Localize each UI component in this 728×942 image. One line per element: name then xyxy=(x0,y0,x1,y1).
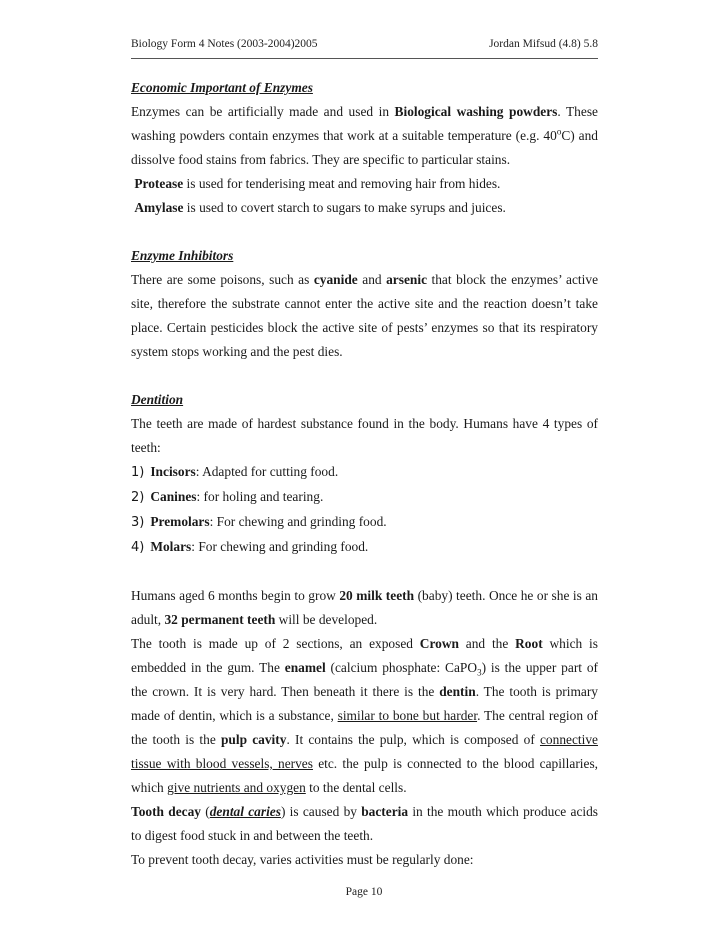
bold-term: cyanide xyxy=(313,272,358,287)
page-number: Page 10 xyxy=(345,886,383,898)
bold-term: pulp cavity xyxy=(220,732,287,747)
text: C) and dissolve food stains from fabrics. They are specific to particular stains. xyxy=(131,128,598,167)
list-number: 3) xyxy=(131,515,145,530)
bold-term: Tooth decay xyxy=(131,804,201,819)
text: ( xyxy=(201,804,210,819)
bold-term: bacteria xyxy=(361,804,409,819)
text: The tooth is made up of 2 sections, an exposed xyxy=(131,636,420,651)
text: in the mouth which produce acids to digest food stuck in and between the teeth. xyxy=(131,804,599,843)
section-heading-dentition: Dentition xyxy=(131,392,184,407)
paragraph-protease xyxy=(131,172,598,196)
paragraph-inhibitors xyxy=(131,268,598,364)
text: will be developed. xyxy=(275,612,378,627)
bold-term: enamel xyxy=(284,660,326,675)
text: : For chewing and grinding food. xyxy=(209,514,387,529)
paragraph-tooth-structure xyxy=(131,632,598,800)
text: (calcium phosphate: CaPO xyxy=(325,660,478,675)
paragraph-milk-teeth xyxy=(131,584,598,632)
text: . The central region of the tooth is the xyxy=(131,708,598,747)
text: : For chewing and grinding food. xyxy=(191,539,369,554)
spacer xyxy=(131,560,598,584)
page-body xyxy=(131,76,598,872)
list-number: 4) xyxy=(131,540,145,555)
bold-term: Amylase xyxy=(134,200,184,215)
underlined-text: similar to bone but harder xyxy=(337,708,478,723)
section-heading-enzymes: Economic Important of Enzymes xyxy=(131,80,313,95)
list-item xyxy=(131,535,598,560)
header-title: Biology Form 4 Notes (2003-2004)2005 xyxy=(131,38,318,50)
underlined-term: dental caries xyxy=(209,804,281,819)
header-author: Jordan Mifsud (4.8) 5.8 xyxy=(489,38,598,50)
bold-term: Molars xyxy=(150,539,192,554)
text: Humans aged 6 months begin to grow xyxy=(131,588,340,603)
bold-term: Biological washing powders xyxy=(394,104,558,119)
text: . These washing powders contain enzymes that work at a suitable temperature (e.g. 40 xyxy=(131,104,598,143)
bold-term: arsenic xyxy=(386,272,428,287)
list-item xyxy=(131,460,598,485)
paragraph-washing-powders xyxy=(131,100,598,172)
bold-term: Canines xyxy=(150,489,197,504)
text: There are some poisons, such as xyxy=(131,272,314,287)
text: (baby) teeth. Once he or she is an adult, xyxy=(131,588,598,627)
text: : Adapted for cutting food. xyxy=(195,464,339,479)
bold-term: Root xyxy=(515,636,543,651)
text: : for holing and tearing. xyxy=(196,489,324,504)
list-item xyxy=(131,485,598,510)
page-header xyxy=(131,38,598,50)
text: ) is the upper part of the crown. It is very hard. Then beneath it there is the xyxy=(131,660,598,699)
text: to the dental cells. xyxy=(305,780,407,795)
bold-term: Crown xyxy=(419,636,459,651)
bold-term: dentin xyxy=(439,684,476,699)
paragraph-prevent-decay: To prevent tooth decay, varies activities must be regularly done: xyxy=(131,852,474,867)
bold-term: Protease xyxy=(134,176,184,191)
header-divider xyxy=(131,58,598,59)
text: . The tooth is primary made of dentin, which is a substance, xyxy=(131,684,598,723)
paragraph-amylase xyxy=(131,196,598,220)
text: which is embedded in the gum. The xyxy=(131,636,598,675)
bold-term: Incisors xyxy=(150,464,196,479)
list-number: 1) xyxy=(131,465,145,480)
text: is used for tenderising meat and removing hair from hides. xyxy=(183,176,501,191)
underlined-text: connective tissue with blood vessels, nerves xyxy=(131,732,598,771)
text: and xyxy=(357,272,387,287)
degree-sup: o xyxy=(556,126,562,137)
list-item xyxy=(131,510,598,535)
section-heading-inhibitors: Enzyme Inhibitors xyxy=(131,248,234,263)
paragraph-tooth-decay xyxy=(131,800,598,848)
text: ) is caused by xyxy=(280,804,362,819)
text: etc. the pulp is connected to the blood capillaries, which xyxy=(131,756,598,795)
text: is used to covert starch to sugars to make syrups and juices. xyxy=(183,200,506,215)
text: that block the enzymes’ active site, therefore the substrate cannot enter the active site and the reaction doesn’t take place. Certain pesticides block the active site of pests’ enzymes so that its respiratory system stops working and the pest dies. xyxy=(131,272,599,359)
spacer xyxy=(131,364,598,388)
spacer xyxy=(131,220,598,244)
list-number: 2) xyxy=(131,490,145,505)
subscript: 3 xyxy=(477,667,482,678)
paragraph-dentition-intro: The teeth are made of hardest substance found in the body. Humans have 4 types of teeth: xyxy=(131,416,598,455)
text: and the xyxy=(458,636,516,651)
text: . It contains the pulp, which is composed of xyxy=(286,732,540,747)
bold-term: Premolars xyxy=(150,514,210,529)
underlined-text: give nutrients and oxygen xyxy=(167,780,306,795)
text: Enzymes can be artificially made and used in xyxy=(131,104,395,119)
bold-term: 20 milk teeth xyxy=(339,588,415,603)
bold-term: 32 permanent teeth xyxy=(164,612,276,627)
